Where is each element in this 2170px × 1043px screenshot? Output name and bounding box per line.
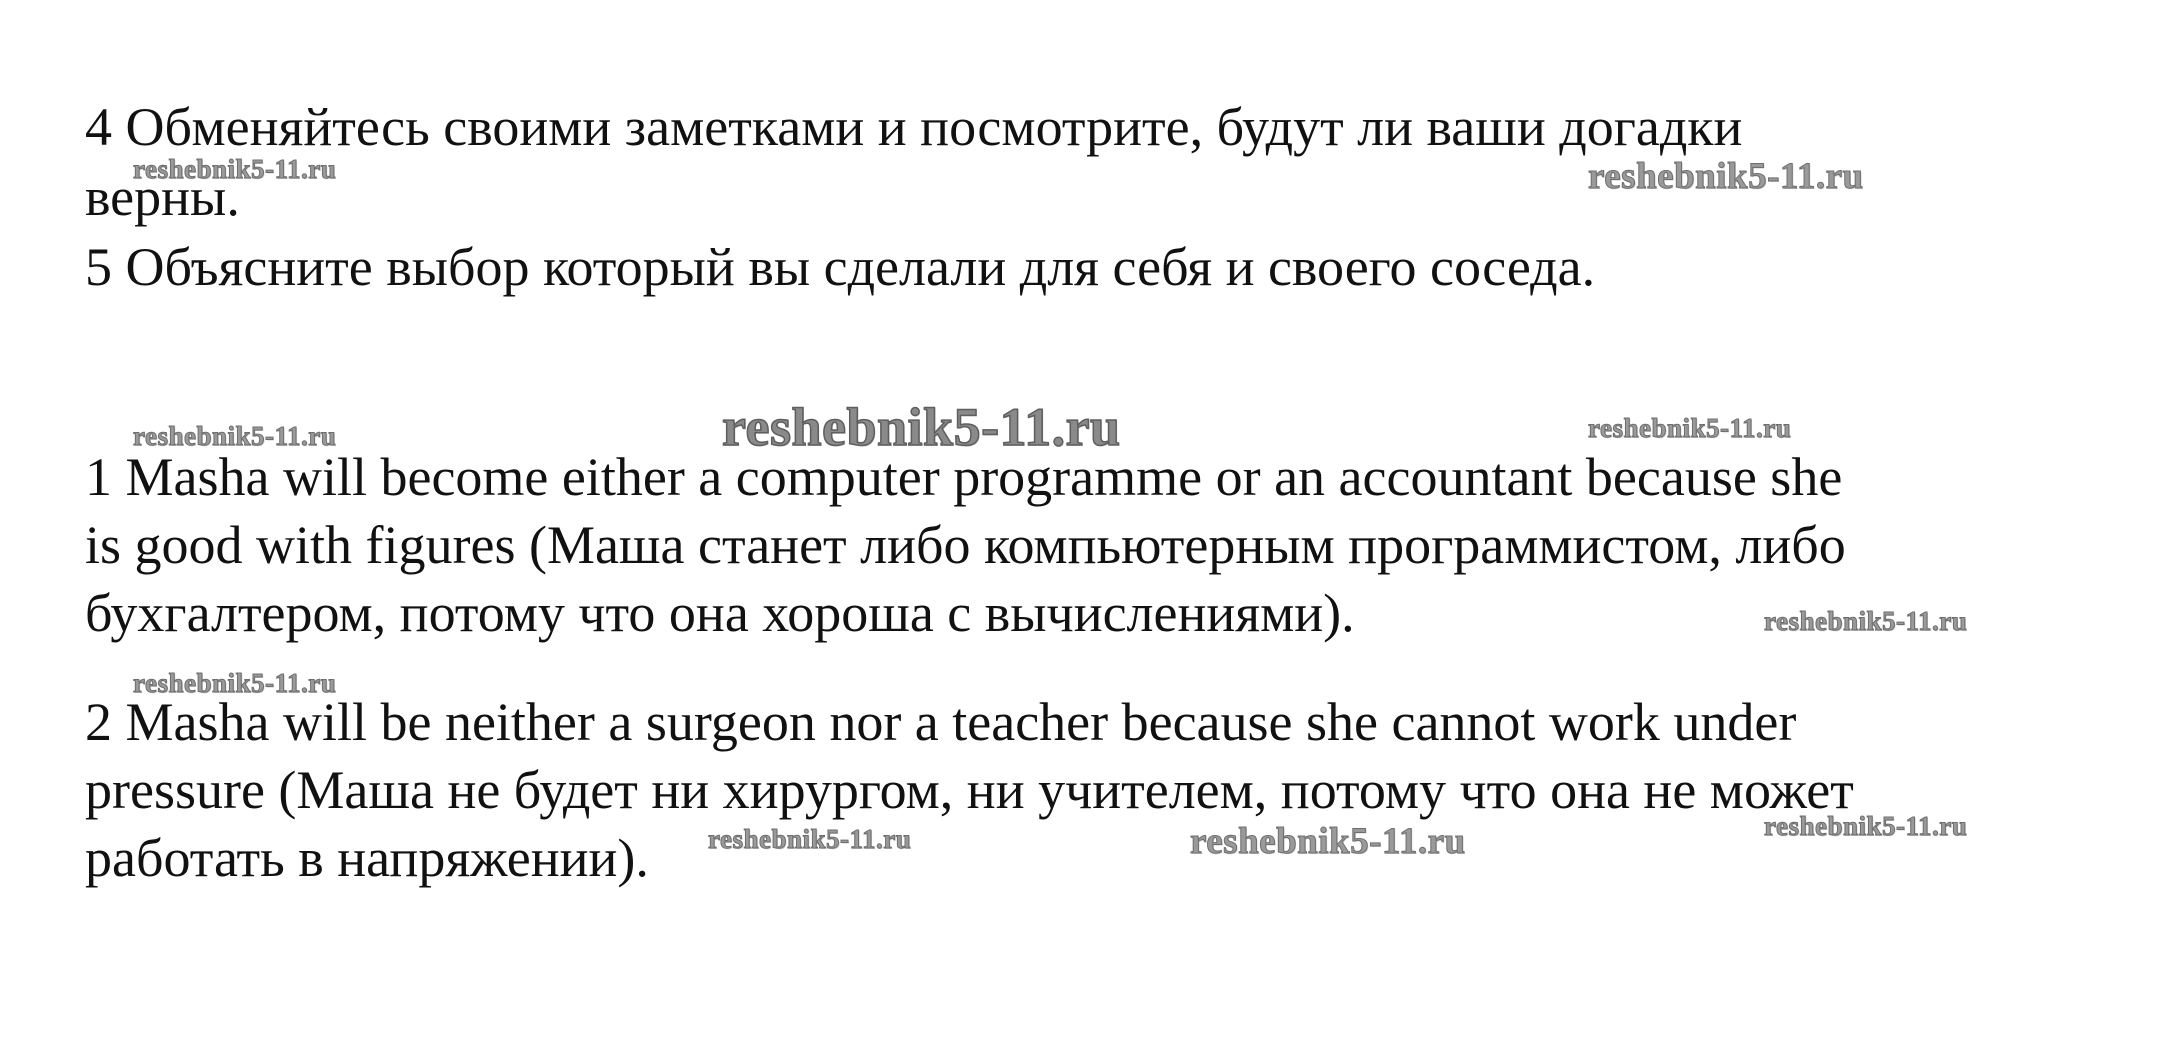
- text-line-2: верны.: [85, 167, 240, 227]
- text-line-9: работать в напряжении).: [85, 828, 649, 888]
- watermark: reshebnik5-11.ru: [133, 154, 337, 184]
- text-line-6: бухгалтером, потому что она хороша с вычислениями).: [85, 583, 1355, 643]
- watermark: reshebnik5-11.ru: [1588, 413, 1792, 443]
- text-line-7: 2 Masha will be neither a surgeon nor a teacher because she cannot work under: [85, 692, 1797, 752]
- text-line-4: 1 Masha will become either a computer programme or an accountant because she: [85, 447, 1843, 507]
- watermark: reshebnik5-11.ru: [708, 824, 912, 854]
- watermark: reshebnik5-11.ru: [722, 397, 1121, 457]
- watermark: reshebnik5-11.ru: [133, 421, 337, 451]
- watermark: reshebnik5-11.ru: [1764, 811, 1968, 841]
- text-line-8: pressure (Маша не будет ни хирургом, ни учителем, потому что она не может: [85, 760, 1854, 820]
- watermark: reshebnik5-11.ru: [1190, 821, 1466, 862]
- watermark: reshebnik5-11.ru: [1588, 156, 1864, 197]
- watermark: reshebnik5-11.ru: [1764, 606, 1968, 636]
- text-line-3: 5 Объясните выбор который вы сделали для себя и своего соседа.: [85, 237, 1596, 297]
- watermark: reshebnik5-11.ru: [133, 668, 337, 698]
- text-line-1: 4 Обменяйтесь своими заметками и посмотрите, будут ли ваши догадки: [85, 97, 1743, 157]
- text-line-5: is good with figures (Маша станет либо компьютерным программистом, либо: [85, 515, 1846, 575]
